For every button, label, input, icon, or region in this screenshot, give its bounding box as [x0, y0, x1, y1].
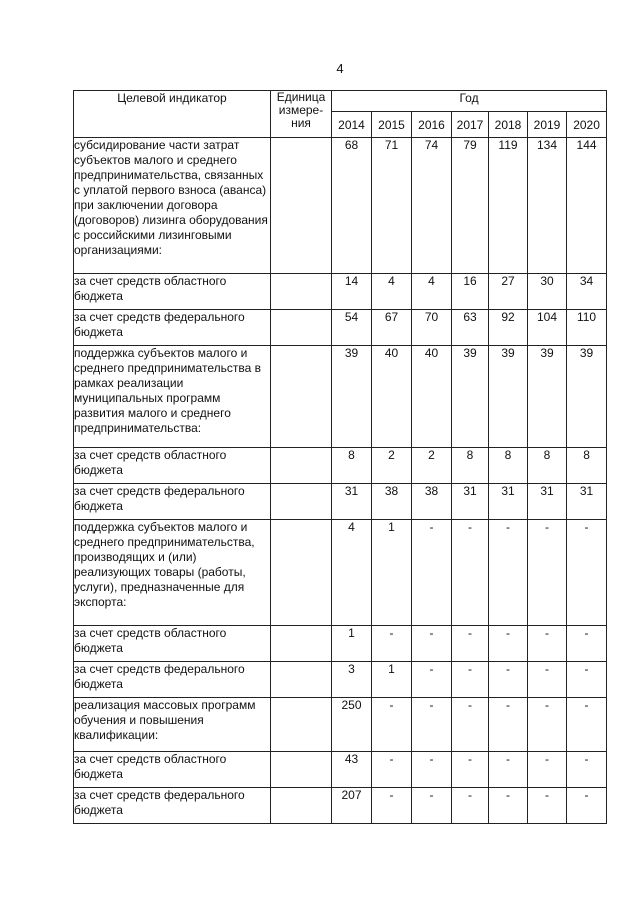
value-cell: -	[489, 662, 528, 698]
value-cell: 2	[412, 448, 452, 484]
unit-cell	[271, 138, 332, 274]
value-cell: 27	[489, 274, 528, 310]
table-row	[74, 138, 607, 274]
value-cell: -	[452, 752, 489, 788]
unit-cell	[271, 310, 332, 346]
value-cell: -	[452, 520, 489, 626]
value-cell: -	[567, 626, 607, 662]
value-cell: -	[528, 698, 567, 752]
header-year: 2017	[452, 112, 489, 138]
value-cell: 4	[372, 274, 412, 310]
indicator-cell: за счет средств областного бюджета	[74, 752, 271, 788]
value-cell: 134	[528, 138, 567, 274]
value-cell: -	[489, 626, 528, 662]
value-cell: 2	[372, 448, 412, 484]
value-cell: 39	[567, 346, 607, 448]
value-cell: 119	[489, 138, 528, 274]
value-cell: 31	[567, 484, 607, 520]
value-cell: 43	[332, 752, 372, 788]
unit-cell	[271, 662, 332, 698]
indicator-cell: за счет средств федерального бюджета	[74, 484, 271, 520]
value-cell: 71	[372, 138, 412, 274]
indicator-cell: за счет средств федерального бюджета	[74, 662, 271, 698]
value-cell: -	[528, 752, 567, 788]
value-cell: 8	[332, 448, 372, 484]
value-cell: -	[372, 626, 412, 662]
indicator-cell: за счет средств федерального бюджета	[74, 788, 271, 824]
header-year: 2016	[412, 112, 452, 138]
value-cell: 39	[332, 346, 372, 448]
value-cell: 104	[528, 310, 567, 346]
indicator-cell: за счет средств федерального бюджета	[74, 310, 271, 346]
value-cell: -	[489, 698, 528, 752]
value-cell: -	[567, 752, 607, 788]
value-cell: 34	[567, 274, 607, 310]
value-cell: 3	[332, 662, 372, 698]
table-row	[74, 448, 607, 484]
value-cell: 31	[489, 484, 528, 520]
table-row	[74, 274, 607, 310]
value-cell: 67	[372, 310, 412, 346]
value-cell: -	[452, 788, 489, 824]
header-year: 2014	[332, 112, 372, 138]
value-cell: -	[372, 788, 412, 824]
indicator-cell: субсидирование части затрат субъектов малого и среднего предпринимательства, связанных с уплатой первого взноса (аванса) при заключении договора (договоров) лизинга оборудования с российскими лизинговыми организациями:	[74, 138, 271, 274]
header-year: 2015	[372, 112, 412, 138]
value-cell: 8	[528, 448, 567, 484]
unit-cell	[271, 346, 332, 448]
value-cell: -	[528, 662, 567, 698]
value-cell: 74	[412, 138, 452, 274]
value-cell: 8	[567, 448, 607, 484]
table-row	[74, 662, 607, 698]
value-cell: -	[412, 520, 452, 626]
unit-cell	[271, 448, 332, 484]
value-cell: -	[412, 698, 452, 752]
header-unit: Единица измере-ния	[271, 91, 332, 138]
value-cell: -	[489, 788, 528, 824]
page-number: 4	[336, 61, 344, 76]
value-cell: 31	[452, 484, 489, 520]
value-cell: 39	[528, 346, 567, 448]
unit-cell	[271, 520, 332, 626]
value-cell: -	[567, 520, 607, 626]
unit-cell	[271, 752, 332, 788]
value-cell: 40	[412, 346, 452, 448]
value-cell: -	[412, 662, 452, 698]
value-cell: 144	[567, 138, 607, 274]
value-cell: -	[567, 698, 607, 752]
unit-cell	[271, 698, 332, 752]
header-year-group: Год	[332, 91, 607, 112]
unit-cell	[271, 626, 332, 662]
table-row	[74, 626, 607, 662]
value-cell: 4	[412, 274, 452, 310]
indicator-cell: за счет средств областного бюджета	[74, 626, 271, 662]
value-cell: 31	[332, 484, 372, 520]
value-cell: -	[528, 520, 567, 626]
value-cell: 1	[372, 520, 412, 626]
value-cell: 79	[452, 138, 489, 274]
header-indicator: Целевой индикатор	[74, 91, 271, 138]
value-cell: -	[412, 788, 452, 824]
table-row	[74, 484, 607, 520]
value-cell: 92	[489, 310, 528, 346]
indicator-cell: реализация массовых программ обучения и повышения квалификации:	[74, 698, 271, 752]
header-year: 2020	[567, 112, 607, 138]
value-cell: 110	[567, 310, 607, 346]
value-cell: -	[489, 752, 528, 788]
value-cell: 68	[332, 138, 372, 274]
unit-cell	[271, 788, 332, 824]
value-cell: -	[412, 752, 452, 788]
value-cell: -	[489, 520, 528, 626]
value-cell: 31	[528, 484, 567, 520]
value-cell: 1	[372, 662, 412, 698]
value-cell: 38	[372, 484, 412, 520]
indicator-cell: поддержка субъектов малого и среднего предпринимательства в рамках реализации муниципальных программ развития малого и среднего предпринимательства:	[74, 346, 271, 448]
table-row	[74, 310, 607, 346]
value-cell: 207	[332, 788, 372, 824]
value-cell: 8	[489, 448, 528, 484]
value-cell: 40	[372, 346, 412, 448]
value-cell: 8	[452, 448, 489, 484]
value-cell: 54	[332, 310, 372, 346]
value-cell: 39	[489, 346, 528, 448]
indicator-cell: поддержка субъектов малого и среднего предпринимательства, производящих и (или) реализующих товары (работы, услуги), предназначенные для экспорта:	[74, 520, 271, 626]
value-cell: 38	[412, 484, 452, 520]
table-row	[74, 520, 607, 626]
value-cell: -	[528, 626, 567, 662]
value-cell: 63	[452, 310, 489, 346]
unit-cell	[271, 484, 332, 520]
value-cell: -	[372, 752, 412, 788]
value-cell: -	[567, 788, 607, 824]
value-cell: 250	[332, 698, 372, 752]
unit-cell	[271, 274, 332, 310]
value-cell: 39	[452, 346, 489, 448]
indicator-table	[73, 90, 607, 824]
value-cell: 14	[332, 274, 372, 310]
value-cell: -	[452, 662, 489, 698]
value-cell: 16	[452, 274, 489, 310]
value-cell: 4	[332, 520, 372, 626]
value-cell: -	[528, 788, 567, 824]
indicator-cell: за счет средств областного бюджета	[74, 274, 271, 310]
header-year: 2019	[528, 112, 567, 138]
value-cell: -	[567, 662, 607, 698]
value-cell: -	[372, 698, 412, 752]
table-row	[74, 752, 607, 788]
value-cell: 70	[412, 310, 452, 346]
table-row	[74, 346, 607, 448]
value-cell: -	[412, 626, 452, 662]
table-row	[74, 698, 607, 752]
value-cell: 1	[332, 626, 372, 662]
value-cell: -	[452, 626, 489, 662]
header-year: 2018	[489, 112, 528, 138]
value-cell: -	[452, 698, 489, 752]
indicator-cell: за счет средств областного бюджета	[74, 448, 271, 484]
table-row	[74, 788, 607, 824]
value-cell: 30	[528, 274, 567, 310]
